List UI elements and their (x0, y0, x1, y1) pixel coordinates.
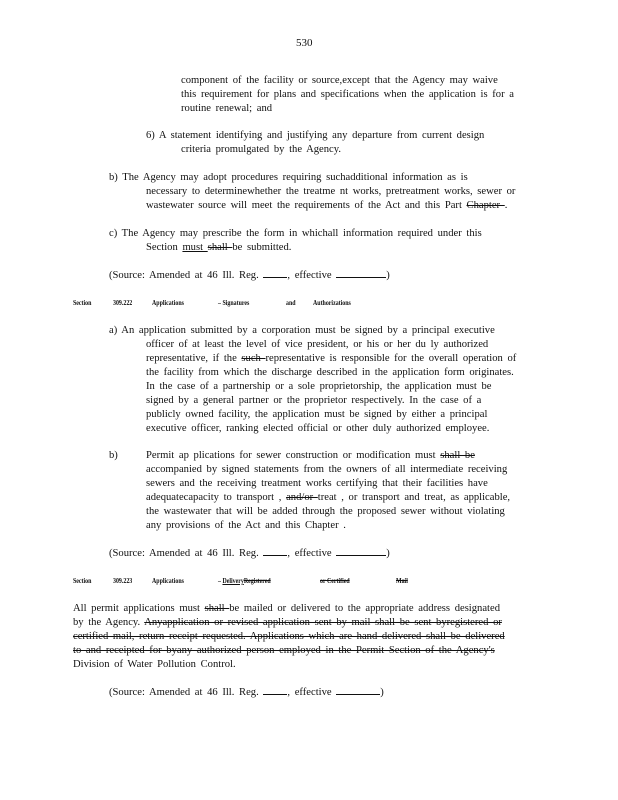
deleted-text: or Certified (320, 576, 350, 585)
text-line (146, 352, 516, 366)
text-line (73, 602, 500, 616)
text-span: be mailed or delivered to the appropriate address designated (229, 603, 500, 614)
deleted-text: Chapter (466, 200, 505, 211)
deleted-text: shall (204, 603, 230, 614)
source-note (109, 268, 390, 283)
page-number: 530 (296, 37, 313, 49)
separator: , (287, 548, 291, 559)
list-item-6: 6) A statement identifying and justifying any departure from current design (146, 130, 485, 141)
blank-line (263, 268, 287, 278)
text-line: component of the facility or source,except that the Agency may waive (181, 75, 498, 86)
text-span: wastewater source will meet the requirements of the Act and this Part (146, 200, 467, 211)
dash: – (218, 576, 223, 585)
text-line: officer of at least the level of vice president, or his or her du ly authorized (146, 339, 489, 350)
text-line (146, 199, 507, 213)
text-span: adequatecapacity to transport , (146, 492, 287, 503)
text-line: executive officer, ranking elected official or other duly authorized employee. (146, 423, 490, 434)
text-line: sewers and the receiving treatment works certifying that their facilities have (146, 478, 488, 489)
blank-line (263, 685, 287, 695)
blank-line (263, 546, 287, 556)
deleted-text: certified mail, return receipt requested. Applications which are hand delivered shall be delivered (73, 631, 505, 642)
text-span: Section (146, 242, 183, 253)
text-line: routine renewal; and (181, 103, 273, 114)
deleted-text: Anyapplication or revised application sent by mail shall be sent byregistered or (144, 617, 502, 628)
effective-label: effective (294, 548, 332, 559)
text-line: Division of Water Pollution Control. (73, 659, 236, 670)
inserted-text: must (182, 242, 208, 253)
separator: , (287, 687, 291, 698)
text-line: In the case of a partnership or a sole proprietorship, the application must be (146, 381, 492, 392)
source-text: (Source: Amended at 46 Ill. Reg. (109, 548, 259, 559)
section-label: Section (73, 298, 92, 307)
text-line (146, 241, 291, 255)
section-title: Applications (152, 576, 184, 585)
text-span: treat , or transport and treat, as applicable, (317, 492, 511, 503)
text-span: Permit ap plications for sewer construction or modification must (146, 450, 441, 461)
inserted-text: Delivery (222, 576, 244, 585)
effective-label: effective (294, 687, 332, 698)
text-span: All permit applications must (73, 603, 205, 614)
text-line: necessary to determinewhether the treatme nt works, pretreatment works, sewer or (146, 186, 516, 197)
list-item-b: b) The Agency may adopt procedures requiring suchadditional information as is (109, 172, 468, 183)
text-span: . (504, 200, 508, 211)
close-paren: ) (386, 270, 390, 281)
text-line: this requirement for plans and specifications when the application is for a (181, 89, 514, 100)
source-text: (Source: Amended at 46 Ill. Reg. (109, 687, 259, 698)
text-line: any provisions of the Act and this Chapter . (146, 520, 346, 531)
source-note (109, 546, 390, 561)
section-title: and (286, 298, 296, 307)
deleted-text: Registered (243, 576, 271, 585)
section-label: Section (73, 576, 92, 585)
list-item-a: a) An application submitted by a corporation must be signed by a principal executive (109, 325, 495, 336)
text-span: representative is responsible for the overall operation of (265, 353, 517, 364)
section-title (218, 576, 271, 585)
section-number: 309.223 (113, 576, 133, 585)
text-line (146, 449, 475, 463)
blank-line (336, 268, 386, 278)
text-line (146, 491, 510, 505)
close-paren: ) (380, 687, 384, 698)
section-title: Applications (152, 298, 184, 307)
text-line: accompanied by signed statements from the owners of all intermediate receiving (146, 464, 508, 475)
text-line: the facility from which the discharge described in the application form originates. (146, 367, 514, 378)
deleted-text: and/or (286, 492, 318, 503)
text-span: representative, if the (146, 353, 242, 364)
blank-line (336, 546, 386, 556)
text-line: signed by a general partner or the proprietor respectively. In the case of a (146, 395, 482, 406)
text-line: publicly owned facility, the application must be signed by either a principal (146, 409, 488, 420)
source-text: (Source: Amended at 46 Ill. Reg. (109, 270, 259, 281)
deleted-text: to and receipted for byany authorized person employed in the Permit Section of the Agency's (73, 645, 495, 656)
close-paren: ) (386, 548, 390, 559)
effective-label: effective (294, 270, 332, 281)
section-title: – Signatures (218, 298, 250, 307)
text-span: be submitted. (232, 242, 292, 253)
text-line (73, 616, 502, 630)
list-label: b) (109, 450, 118, 461)
text-span: by the Agency. (73, 617, 145, 628)
blank-line (336, 685, 380, 695)
deleted-text: such (241, 353, 266, 364)
separator: , (287, 270, 291, 281)
deleted-text: shall (207, 242, 233, 253)
text-line: criteria promulgated by the Agency. (181, 144, 341, 155)
deleted-text: shall be (440, 450, 475, 461)
text-line: the wastewater that will be added through the proposed sewer without violating (146, 506, 505, 517)
source-note (109, 685, 384, 700)
section-title: Authorizations (313, 298, 351, 307)
list-item-c: c) The Agency may prescribe the form in whichall information required under this (109, 228, 482, 239)
section-number: 309.222 (113, 298, 133, 307)
deleted-text: Mail (396, 576, 408, 585)
